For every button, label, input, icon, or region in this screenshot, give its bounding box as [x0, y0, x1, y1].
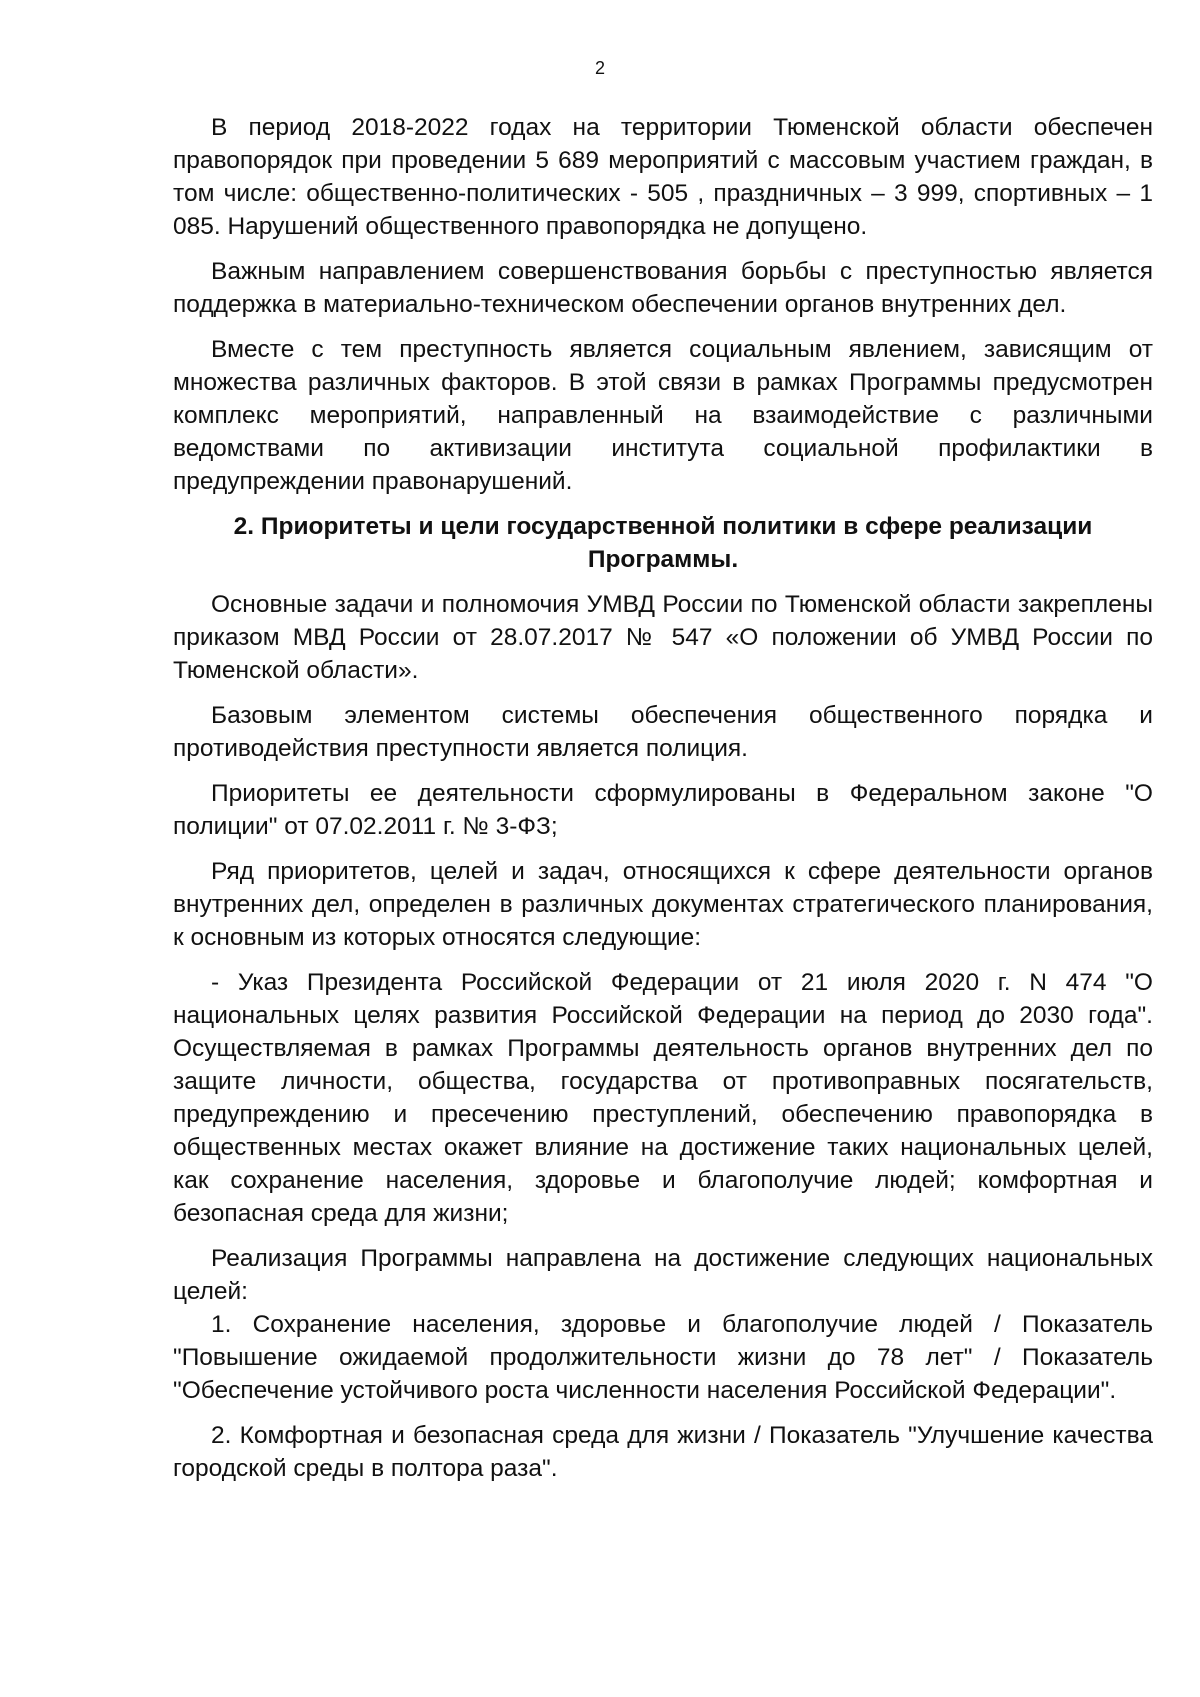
section-heading-line-1: 2. Приоритеты и цели государственной политики в сфере реализации: [233, 513, 1093, 540]
section-heading-line-2: Программы.: [587, 546, 739, 573]
paragraph-presidential-decree: - Указ Президента Российской Федерации от 21 июля 2020 г. N 474 "О национальных целях развития Российской Федерации на период до 2030 года". Осуществляемая в рамках Программы деятельность органов внутренних дел по защите личности, общества, государства от противоправных посягательств, предупреждению и пресечению преступлений, обеспечению правопорядка в общественных местах окажет влияние на достижение таких национальных целей, как сохранение населения, здоровье и благополучие людей; комфортная и безопасная среда для жизни;: [173, 969, 1153, 1227]
paragraph-police-law: Приоритеты ее деятельности сформулированы в Федеральном законе "О полиции" от 07.02.2011 г. № 3-ФЗ;: [173, 780, 1153, 840]
paragraph-tasks-umvd: Основные задачи и полномочия УМВД России по Тюменской области закреплены приказом МВД России от 28.07.2017 № 547 «О положении об УМВД России по Тюменской области».: [173, 591, 1153, 684]
paragraph-strategic-documents: Ряд приоритетов, целей и задач, относящихся к сфере деятельности органов внутренних дел, определен в различных документах стратегического планирования, к основным из которых относятся следующие:: [173, 858, 1153, 951]
document-body: [173, 111, 1153, 1497]
paragraph-police-base-element: Базовым элементом системы обеспечения общественного порядка и противодействия преступности является полиция.: [173, 702, 1153, 762]
paragraph-public-order-events: В период 2018-2022 годах на территории Тюменской области обеспечен правопорядок при проведении 5 689 мероприятий с массовым участием граждан, в том числе: общественно-политических - 505 , праздничных – 3 999, спортивных – 1 085. Нарушений общественного правопорядка не допущено.: [173, 114, 1153, 240]
goal-item-2: 2. Комфортная и безопасная среда для жизни / Показатель "Улучшение качества городской среды в полтора раза".: [173, 1422, 1153, 1482]
paragraph-crime-social-phenomenon: Вместе с тем преступность является социальным явлением, зависящим от множества различных факторов. В этой связи в рамках Программы предусмотрен комплекс мероприятий, направленный на взаимодействие с различными ведомствами по активизации института социальной профилактики в предупреждении правонарушений.: [173, 336, 1153, 495]
page-number: 2: [594, 58, 605, 78]
paragraph-material-support: Важным направлением совершенствования борьбы с преступностью является поддержка в материально-техническом обеспечении органов внутренних дел.: [173, 258, 1153, 318]
section-heading: [173, 510, 1153, 576]
goal-item-1: 1. Сохранение населения, здоровье и благополучие людей / Показатель "Повышение ожидаемой продолжительности жизни до 78 лет" / Показатель "Обеспечение устойчивого роста численности населения Российской Федерации".: [173, 1311, 1153, 1404]
paragraph-goals-intro: Реализация Программы направлена на достижение следующих национальных целей:: [173, 1245, 1153, 1305]
